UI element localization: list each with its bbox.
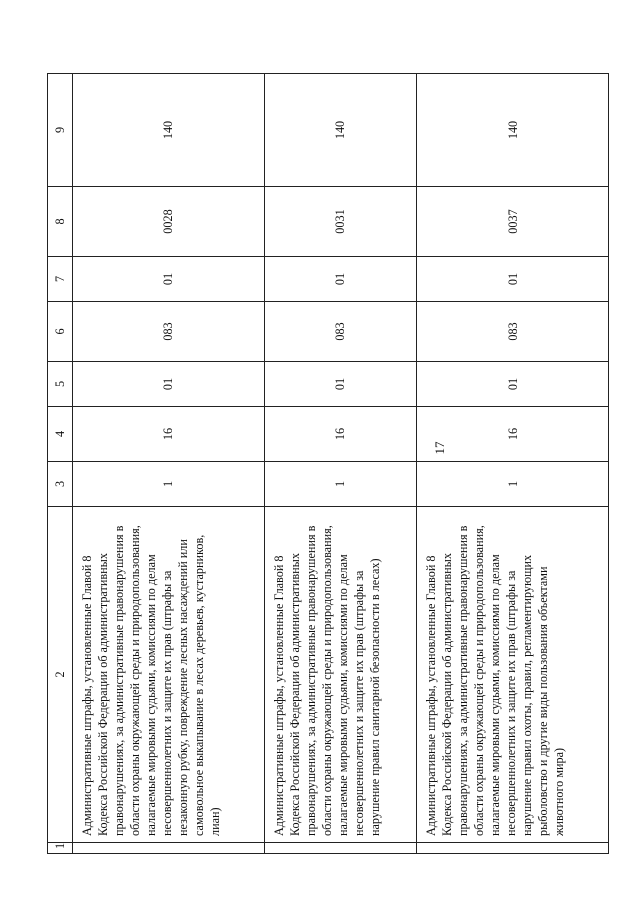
row-code-col7: 01 xyxy=(73,257,265,302)
page-number: 17 xyxy=(432,441,447,455)
row-description: Административные штрафы, установленные Главой 8 Кодекса Российской Федерации об административных правонарушениях, за административные правонарушения в области охраны окружающей среды и природопользования, налагаемые мировыми судьями, комиссиями по делам несовершеннолетних и защите их прав (штрафы за нарушение правил санитарной безопасности в лесах) xyxy=(264,507,417,843)
row-code-col6: 083 xyxy=(73,302,265,362)
fines-table xyxy=(47,73,609,854)
row-code-col7: 01 xyxy=(417,257,609,302)
row-code-col5: 01 xyxy=(73,362,265,407)
row-code-col5: 01 xyxy=(417,362,609,407)
row-code-col3: 1 xyxy=(417,462,609,507)
row-code-col3: 1 xyxy=(264,462,417,507)
document-table-rotated xyxy=(47,74,609,854)
column-header-3: 3 xyxy=(48,462,73,507)
row-code-col9: 140 xyxy=(417,74,609,187)
row-index-cell xyxy=(264,843,417,854)
row-code-col7: 01 xyxy=(264,257,417,302)
row-code-col9: 140 xyxy=(264,74,417,187)
row-code-col4: 16 xyxy=(73,407,265,462)
row-index-cell xyxy=(73,843,265,854)
column-header-4: 4 xyxy=(48,407,73,462)
row-code-col5: 01 xyxy=(264,362,417,407)
column-header-7: 7 xyxy=(48,257,73,302)
row-code-col6: 083 xyxy=(264,302,417,362)
column-header-9: 9 xyxy=(48,74,73,187)
table-row xyxy=(73,74,265,854)
row-code-col4: 16 xyxy=(417,407,609,462)
table-header-row xyxy=(48,74,73,854)
row-code-col9: 140 xyxy=(73,74,265,187)
column-header-6: 6 xyxy=(48,302,73,362)
row-index-cell xyxy=(417,843,609,854)
row-code-col6: 083 xyxy=(417,302,609,362)
row-code-col8: 0031 xyxy=(264,187,417,257)
row-code-col3: 1 xyxy=(73,462,265,507)
row-code-col8: 0028 xyxy=(73,187,265,257)
table-row xyxy=(264,74,417,854)
row-code-col4: 16 xyxy=(264,407,417,462)
row-code-col8: 0037 xyxy=(417,187,609,257)
row-description: Административные штрафы, установленные Главой 8 Кодекса Российской Федерации об административных правонарушениях, за административные правонарушения в области охраны окружающей среды и природопользования, налагаемые мировыми судьями, комиссиями по делам несовершеннолетних и защите их прав (штрафы за незаконную рубку, повреждение лесных насаждений или самовольное выкапывание в лесах деревьев, кустарников, лиан) xyxy=(73,507,265,843)
row-description: Административные штрафы, установленные Главой 8 Кодекса Российской Федерации об административных правонарушениях, за административные правонарушения в области охраны окружающей среды и природопользования, налагаемые мировыми судьями, комиссиями по делам несовершеннолетних и защите их прав (штрафы за нарушение правил охоты, правил, регламентирующих рыболовство и другие виды пользования объектами животного мира) xyxy=(417,507,609,843)
column-header-8: 8 xyxy=(48,187,73,257)
column-header-5: 5 xyxy=(48,362,73,407)
table-row xyxy=(417,74,609,854)
column-header-2: 2 xyxy=(48,507,73,843)
column-header-1: 1 xyxy=(48,843,73,854)
